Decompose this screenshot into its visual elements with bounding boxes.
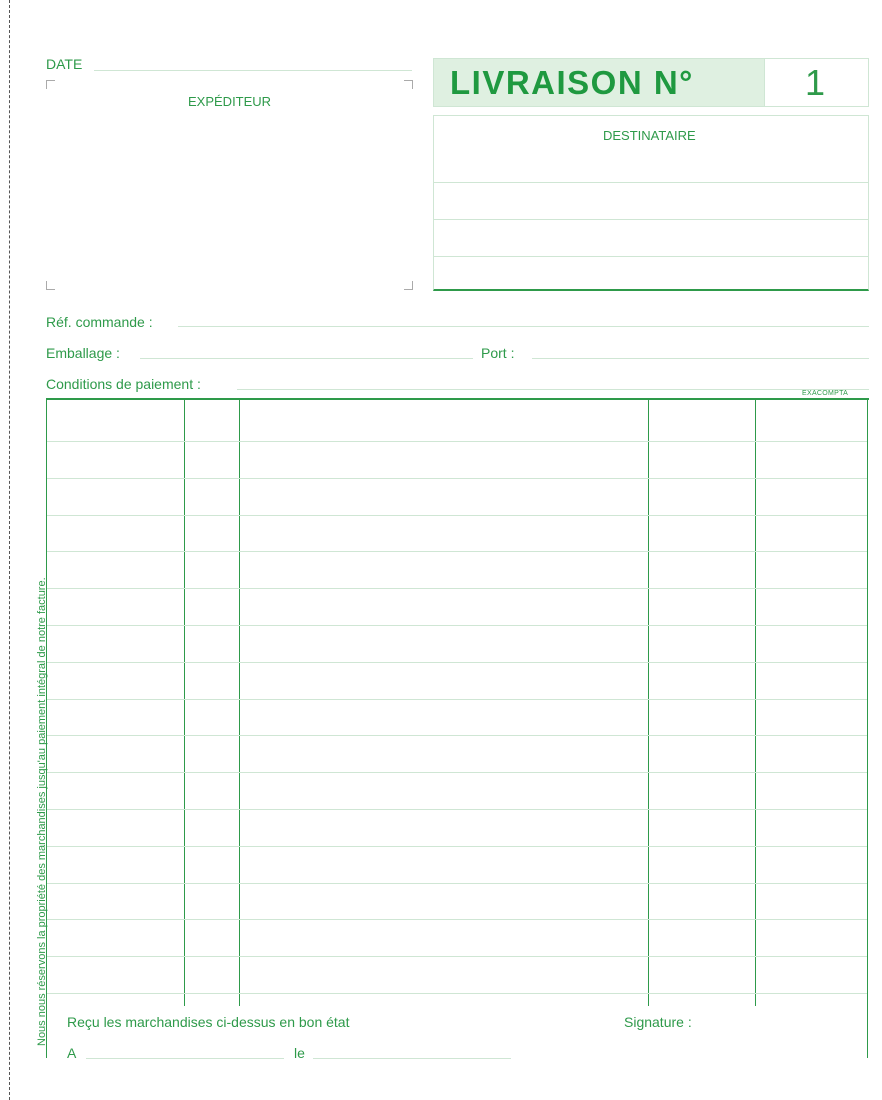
column-divider-1 xyxy=(184,400,185,1006)
ownership-note: Nous nous réservons la propriété des marchandises jusqu'au paiement intégral de notre facture. xyxy=(36,577,48,1046)
signature-area[interactable] xyxy=(712,1030,852,1054)
order-ref-line[interactable] xyxy=(178,326,869,327)
date-label: DATE xyxy=(46,56,83,72)
perforation-line xyxy=(9,0,10,1100)
packaging-label: Emballage : xyxy=(46,345,120,361)
payment-terms-line[interactable] xyxy=(237,389,869,390)
packaging-line[interactable] xyxy=(140,358,473,359)
date-line[interactable] xyxy=(94,70,412,71)
signature-label: Signature : xyxy=(624,1014,692,1030)
received-text: Reçu les marchandises ci-dessus en bon état xyxy=(67,1014,350,1030)
port-label: Port : xyxy=(481,345,515,361)
sender-corner-tr xyxy=(404,80,413,89)
table-row-rule xyxy=(47,883,867,884)
port-line[interactable] xyxy=(532,358,869,359)
sender-corner-bl xyxy=(46,281,55,290)
table-row-rule xyxy=(47,515,867,516)
recipient-label: DESTINATAIRE xyxy=(603,128,696,143)
table-row-rule xyxy=(47,772,867,773)
recipient-line-2 xyxy=(434,219,868,220)
signed-date-label: le xyxy=(294,1045,305,1061)
table-right-border xyxy=(867,398,868,1058)
table-row-rule xyxy=(47,919,867,920)
recipient-line-1 xyxy=(434,182,868,183)
brand-label: EXACOMPTA xyxy=(802,390,849,397)
table-row-rule xyxy=(47,699,867,700)
table-row-rule xyxy=(47,846,867,847)
payment-terms-label: Conditions de paiement : xyxy=(46,376,201,392)
recipient-line-3 xyxy=(434,256,868,257)
document-number: 1 xyxy=(805,62,826,103)
signed-date-line[interactable] xyxy=(313,1058,511,1059)
place-label: A xyxy=(67,1045,77,1061)
column-divider-2 xyxy=(239,400,240,1006)
table-row-rule xyxy=(47,956,867,957)
column-divider-4 xyxy=(755,400,756,1006)
sender-corner-br xyxy=(404,281,413,290)
table-row-rule xyxy=(47,809,867,810)
table-row-rule xyxy=(47,551,867,552)
table-row-rule xyxy=(47,662,867,663)
title-divider xyxy=(764,58,765,107)
document-title: LIVRAISON N° xyxy=(450,64,694,101)
sender-corner-tl xyxy=(46,80,55,89)
sender-label: EXPÉDITEUR xyxy=(188,94,272,109)
sender-area[interactable] xyxy=(56,120,402,276)
table-row-rule xyxy=(47,478,867,479)
table-row-rule xyxy=(47,588,867,589)
table-top-rule xyxy=(46,398,869,400)
table-row-rule xyxy=(47,441,867,442)
table-row-rule xyxy=(47,625,867,626)
table-row-rule xyxy=(47,735,867,736)
column-divider-3 xyxy=(648,400,649,1006)
order-ref-label: Réf. commande : xyxy=(46,314,153,330)
place-line[interactable] xyxy=(86,1058,284,1059)
table-row-rule xyxy=(47,993,867,994)
